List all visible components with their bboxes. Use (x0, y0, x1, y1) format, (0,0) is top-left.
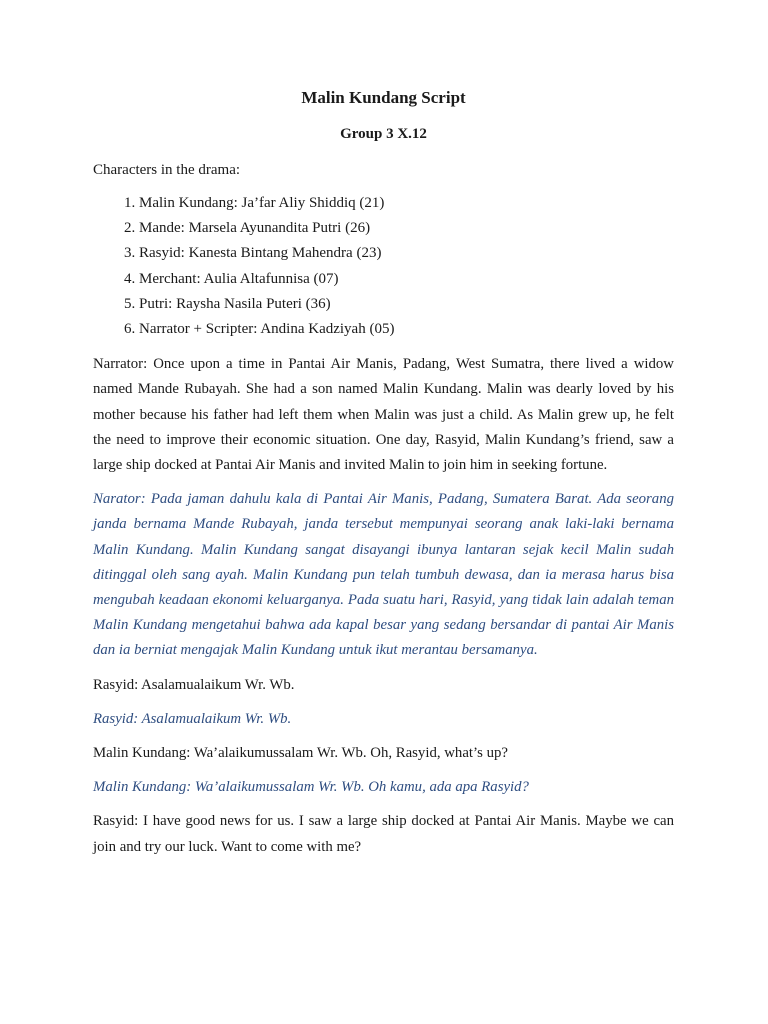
script-line-english: Malin Kundang: Wa’alaikumussalam Wr. Wb. Oh, Rasyid, what’s up? (93, 745, 508, 762)
cast-item: 6. Narrator + Scripter: Andina Kadziyah (05) (139, 317, 674, 342)
cast-item: 1. Malin Kundang: Ja’far Aliy Shiddiq (21) (139, 191, 674, 216)
script-line-english: Rasyid: I have good news for us. I saw a large ship docked at Pantai Air Manis. Maybe we can join and try our luck. Want to come with me? (93, 813, 674, 855)
cast-item: 3. Rasyid: Kanesta Bintang Mahendra (23) (139, 241, 674, 266)
script-line-english: Rasyid: Asalamualaikum Wr. Wb. (93, 676, 295, 693)
cast-item: 5. Putri: Raysha Nasila Puteri (36) (139, 292, 674, 317)
cast-item: 4. Merchant: Aulia Altafunnisa (07) (139, 267, 674, 292)
script-body (93, 352, 674, 860)
script-line-english: Narrator: Once upon a time in Pantai Air Manis, Padang, West Sumatra, there lived a widow named Mande Rubayah. She had a son named Malin Kundang. Malin was dearly loved by his mother because his father had left them when Malin was just a child. As Malin grew up, he felt the need to improve their economic situation. One day, Rasyid, Malin Kundang’s friend, saw a large ship docked at Pantai Air Manis and invited Malin to join him in seeking fortune. (93, 356, 674, 474)
characters-intro: Characters in the drama: (93, 162, 241, 178)
document-subtitle: Group 3 X.12 (340, 126, 427, 142)
cast-list (93, 191, 674, 342)
script-line-indonesian: Narator: Pada jaman dahulu kala di Pantai Air Manis, Padang, Sumatera Barat. Ada seorang janda bernama Mande Rubayah, janda tersebut mempunyai seorang anak laki-laki bernama Malin Kundang. Malin Kundang sangat disayangi ibunya lantaran sejak kecil Malin sudah ditinggal oleh sang ayah. Malin Kundang pun telah tumbuh dewasa, dan ia merasa harus bisa mengubah keadaan ekonomi keluarganya. Pada suatu hari, Rasyid, yang tidak lain adalah teman Malin Kundang mengetahui bahwa ada kapal besar yang sedang bersandar di pantai Air Manis dan ia berniat mengajak Malin Kundang untuk ikut merantau bersamanya. (93, 491, 674, 659)
document-title: Malin Kundang Script (301, 88, 466, 107)
script-line-indonesian: Malin Kundang: Wa’alaikumussalam Wr. Wb. Oh kamu, ada apa Rasyid? (93, 779, 529, 796)
script-line-indonesian: Rasyid: Asalamualaikum Wr. Wb. (93, 710, 292, 727)
cast-item: 2. Mande: Marsela Ayunandita Putri (26) (139, 216, 674, 241)
